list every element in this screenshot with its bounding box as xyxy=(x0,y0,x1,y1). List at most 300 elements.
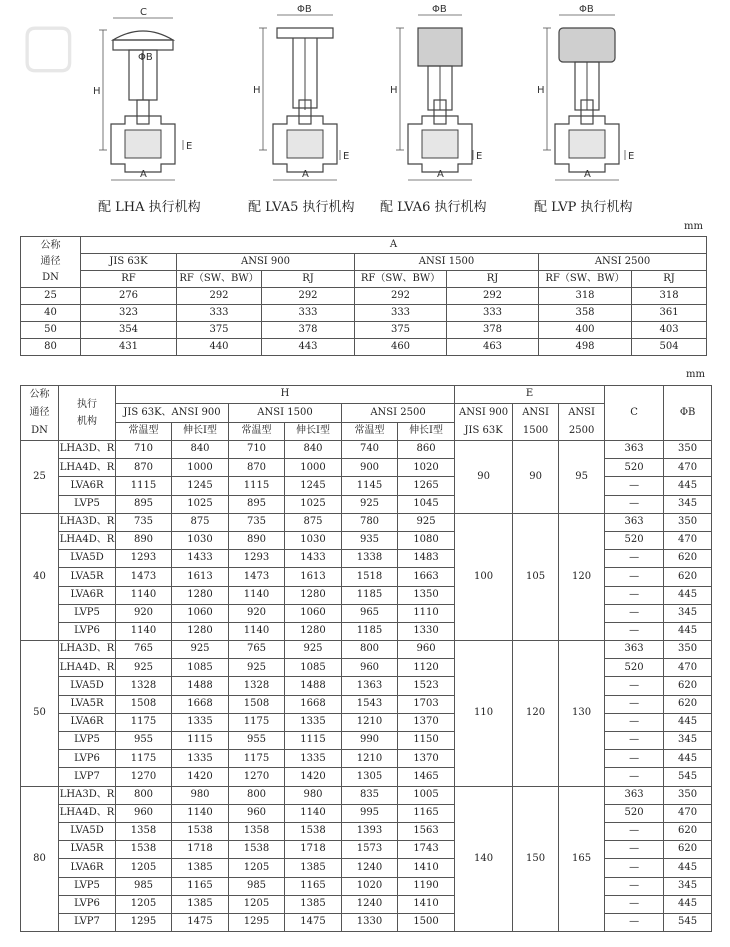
table-cell: 875 xyxy=(285,513,342,531)
table-cell: 620 xyxy=(664,568,712,586)
e-group-header xyxy=(513,404,559,441)
h-group-header: JIS 63K、ANSI 900 xyxy=(116,404,229,423)
table-cell: 960 xyxy=(398,641,455,659)
table-row xyxy=(21,288,707,305)
nominal-header-line: DN xyxy=(42,272,59,283)
table-cell: 545 xyxy=(664,913,712,931)
dimension-label: C xyxy=(140,7,147,18)
table-row xyxy=(21,913,712,931)
table-cell: 1703 xyxy=(398,695,455,713)
table-cell: — xyxy=(605,859,664,877)
table-cell: 470 xyxy=(664,804,712,822)
table-cell: 1175 xyxy=(229,750,285,768)
height-dimension-table xyxy=(20,385,712,932)
table-cell: 403 xyxy=(632,322,707,339)
sub-header: RF（SW、BW） xyxy=(355,271,447,288)
e-value-cell: 105 xyxy=(513,513,559,640)
table-cell: LVA6R xyxy=(59,713,116,731)
table-cell: 735 xyxy=(229,513,285,531)
table-row xyxy=(21,804,712,822)
table-row xyxy=(21,237,707,254)
table-cell: 895 xyxy=(229,495,285,513)
table-cell: 965 xyxy=(342,604,398,622)
table-cell: — xyxy=(605,550,664,568)
dimension-label: E xyxy=(628,151,635,162)
table-cell: 620 xyxy=(664,550,712,568)
table-cell: 1358 xyxy=(116,822,172,840)
cylinder-top xyxy=(277,28,333,38)
table-cell: 1240 xyxy=(342,859,398,877)
group-header: ANSI 2500 xyxy=(539,254,707,271)
table-cell: 710 xyxy=(116,441,172,459)
sub-header: RF（SW、BW） xyxy=(539,271,632,288)
table-cell: 1410 xyxy=(398,859,455,877)
table-cell: 740 xyxy=(342,441,398,459)
table-cell: 1483 xyxy=(398,550,455,568)
table-cell: 1473 xyxy=(116,568,172,586)
table-cell: 1210 xyxy=(342,750,398,768)
table-cell: 1335 xyxy=(172,713,229,731)
sub-header: RF（SW、BW） xyxy=(177,271,262,288)
table-cell: 1385 xyxy=(285,895,342,913)
e-value-cell: 165 xyxy=(559,786,605,932)
table-cell: 333 xyxy=(447,305,539,322)
h-group-header: ANSI 1500 xyxy=(229,404,342,423)
table-cell: LVP7 xyxy=(59,768,116,786)
table-cell: 925 xyxy=(285,641,342,659)
table-cell: 378 xyxy=(262,322,355,339)
table-cell: LVA5R xyxy=(59,695,116,713)
table-cell: — xyxy=(605,750,664,768)
table-cell: 980 xyxy=(285,786,342,804)
table-cell: 358 xyxy=(539,305,632,322)
table-cell: 1280 xyxy=(172,622,229,640)
table-cell: LVA5R xyxy=(59,841,116,859)
table-cell: 1475 xyxy=(285,913,342,931)
table-cell: 985 xyxy=(229,877,285,895)
table-cell: LVP6 xyxy=(59,895,116,913)
table-cell: 1190 xyxy=(398,877,455,895)
table-cell: 520 xyxy=(605,659,664,677)
e-group-header-line: ANSI xyxy=(568,407,595,418)
table-cell: 1508 xyxy=(116,695,172,713)
table-cell: 1140 xyxy=(116,586,172,604)
table-row xyxy=(21,531,712,549)
table-cell: 445 xyxy=(664,622,712,640)
table-cell: LVA6R xyxy=(59,477,116,495)
table-cell: 445 xyxy=(664,713,712,731)
table-cell: 333 xyxy=(262,305,355,322)
group-header: ANSI 900 xyxy=(177,254,355,271)
table-cell: 1205 xyxy=(229,895,285,913)
h-sub-header: 常温型 xyxy=(116,422,172,441)
table-cell: 345 xyxy=(664,877,712,895)
table-cell: — xyxy=(605,677,664,695)
table-cell: 840 xyxy=(172,441,229,459)
nominal-header-line: 通径 xyxy=(40,256,61,267)
table-cell: — xyxy=(605,604,664,622)
table-cell: 960 xyxy=(229,804,285,822)
table-cell: 445 xyxy=(664,750,712,768)
table-cell: 1350 xyxy=(398,586,455,604)
table-cell: 1305 xyxy=(342,768,398,786)
table-cell: 925 xyxy=(116,659,172,677)
table-cell: 735 xyxy=(116,513,172,531)
table-cell: 1473 xyxy=(229,568,285,586)
table-row xyxy=(21,841,712,859)
table-cell: — xyxy=(605,877,664,895)
table-cell: 1175 xyxy=(116,750,172,768)
table-cell: 1005 xyxy=(398,786,455,804)
table-cell: 925 xyxy=(229,659,285,677)
table-cell: 1175 xyxy=(116,713,172,731)
table-cell: — xyxy=(605,732,664,750)
table-cell: 765 xyxy=(116,641,172,659)
table-row xyxy=(21,339,707,356)
caption-lva5: 配 LVA5 执行机构 xyxy=(248,200,355,215)
table-cell: 955 xyxy=(229,732,285,750)
table-row xyxy=(21,750,712,768)
table-cell: 980 xyxy=(172,786,229,804)
table-cell: 1025 xyxy=(172,495,229,513)
table-cell: 361 xyxy=(632,305,707,322)
table-cell: 1538 xyxy=(285,822,342,840)
table-cell: 1020 xyxy=(398,459,455,477)
table-row xyxy=(21,322,707,339)
nominal-header xyxy=(21,237,81,288)
table-cell: 860 xyxy=(398,441,455,459)
table-row xyxy=(21,477,712,495)
dimension-label: ΦB xyxy=(579,4,594,15)
table-cell: 1115 xyxy=(116,477,172,495)
table-cell: 1328 xyxy=(116,677,172,695)
e-value-cell: 100 xyxy=(455,513,513,640)
sub-header: RJ xyxy=(262,271,355,288)
table-cell: LVP5 xyxy=(59,604,116,622)
table-cell: — xyxy=(605,895,664,913)
table-cell: 920 xyxy=(229,604,285,622)
table-cell: 1393 xyxy=(342,822,398,840)
table-cell: 985 xyxy=(116,877,172,895)
table-cell: 375 xyxy=(177,322,262,339)
watermark-mark: ▢ xyxy=(20,10,77,80)
table-cell: 1140 xyxy=(229,622,285,640)
table-cell: 1543 xyxy=(342,695,398,713)
table-cell: LVP7 xyxy=(59,913,116,931)
table-cell: 1145 xyxy=(342,477,398,495)
table-cell: 292 xyxy=(177,288,262,305)
table-cell: 1140 xyxy=(285,804,342,822)
table-cell: LHA3D、R xyxy=(59,513,116,531)
table-cell: 1205 xyxy=(116,895,172,913)
e-value-cell: 130 xyxy=(559,641,605,787)
dimension-label: ΦB xyxy=(432,4,447,15)
table-row xyxy=(21,877,712,895)
table-cell: 870 xyxy=(116,459,172,477)
table-cell: 1433 xyxy=(172,550,229,568)
table-cell: LVA5D xyxy=(59,822,116,840)
table-cell: 1240 xyxy=(342,895,398,913)
table-cell: — xyxy=(605,495,664,513)
table-cell: 800 xyxy=(229,786,285,804)
table-cell: 780 xyxy=(342,513,398,531)
diaphragm-case xyxy=(113,31,173,40)
table-cell: 895 xyxy=(116,495,172,513)
table-cell: 440 xyxy=(177,339,262,356)
table-cell: 920 xyxy=(116,604,172,622)
table-cell: 1370 xyxy=(398,713,455,731)
table-cell: 1000 xyxy=(285,459,342,477)
table-cell: — xyxy=(605,913,664,931)
diaphragm-flange xyxy=(113,40,173,50)
table-row xyxy=(21,568,712,586)
table-cell: 1335 xyxy=(172,750,229,768)
table-cell: LVA6R xyxy=(59,586,116,604)
table-cell: 1335 xyxy=(285,750,342,768)
table-row xyxy=(21,550,712,568)
table-cell: 835 xyxy=(342,786,398,804)
table-cell: — xyxy=(605,477,664,495)
table-row xyxy=(21,604,712,622)
table-cell: 1045 xyxy=(398,495,455,513)
table-row xyxy=(21,822,712,840)
table-cell: LHA3D、R xyxy=(59,441,116,459)
table-cell: 1613 xyxy=(172,568,229,586)
e-group-header-line: 1500 xyxy=(522,425,549,436)
valve-body-center xyxy=(569,130,605,158)
table-cell: 1280 xyxy=(172,586,229,604)
table-cell: 470 xyxy=(664,659,712,677)
table-cell: 1280 xyxy=(285,586,342,604)
table-cell: 960 xyxy=(342,659,398,677)
table-cell: 1085 xyxy=(285,659,342,677)
h-sub-header: 伸长Ⅰ型 xyxy=(172,422,229,441)
table-cell: 1518 xyxy=(342,568,398,586)
actuator-header-line: 执行 xyxy=(77,399,97,410)
table-row xyxy=(21,895,712,913)
table-cell: 1140 xyxy=(172,804,229,822)
table-cell: 1115 xyxy=(285,732,342,750)
table-cell: 1538 xyxy=(172,822,229,840)
table-cell: 1563 xyxy=(398,822,455,840)
table-cell: 50 xyxy=(21,322,81,339)
group-header: ANSI 1500 xyxy=(355,254,539,271)
table-cell: 350 xyxy=(664,641,712,659)
table-cell: 1060 xyxy=(172,604,229,622)
e-group-header xyxy=(559,404,605,441)
table-cell: 1538 xyxy=(116,841,172,859)
table-cell: 460 xyxy=(355,339,447,356)
table-cell: 350 xyxy=(664,786,712,804)
sub-header: RF xyxy=(81,271,177,288)
table-cell: 1420 xyxy=(172,768,229,786)
h-sub-header: 常温型 xyxy=(229,422,285,441)
table-cell: 960 xyxy=(116,804,172,822)
table-cell: 1165 xyxy=(172,877,229,895)
dimension-label: A xyxy=(437,169,444,180)
table-cell: 318 xyxy=(539,288,632,305)
table-cell: 1718 xyxy=(285,841,342,859)
table-cell: 1663 xyxy=(398,568,455,586)
table-cell: 333 xyxy=(177,305,262,322)
table-cell: 80 xyxy=(21,339,81,356)
table-cell: 378 xyxy=(447,322,539,339)
dn-cell: 25 xyxy=(21,441,59,514)
e-value-cell: 95 xyxy=(559,441,605,514)
table-row xyxy=(21,859,712,877)
e-value-cell: 90 xyxy=(455,441,513,514)
table-cell: 1523 xyxy=(398,677,455,695)
table-cell: 276 xyxy=(81,288,177,305)
table-cell: 870 xyxy=(229,459,285,477)
table-cell: — xyxy=(605,841,664,859)
h-group-header: ANSI 2500 xyxy=(342,404,455,423)
table-cell: LVP5 xyxy=(59,877,116,895)
table-cell: 1363 xyxy=(342,677,398,695)
group-header: JIS 63K xyxy=(81,254,177,271)
valve-diagrams xyxy=(0,0,730,220)
table-cell: 350 xyxy=(664,513,712,531)
e-value-cell: 140 xyxy=(455,786,513,932)
table-cell: LVA6R xyxy=(59,859,116,877)
dimension-label: H xyxy=(93,86,101,97)
table-cell: LVP6 xyxy=(59,622,116,640)
actuator-housing xyxy=(559,28,615,62)
table-cell: 363 xyxy=(605,513,664,531)
table-cell: 520 xyxy=(605,531,664,549)
table-cell: 900 xyxy=(342,459,398,477)
valve-body-center xyxy=(125,130,161,158)
table-cell: 1245 xyxy=(285,477,342,495)
table-row xyxy=(21,305,707,322)
table-row xyxy=(21,786,712,804)
table-cell: 1330 xyxy=(342,913,398,931)
dimension-label: A xyxy=(584,169,591,180)
table-cell: LVA5R xyxy=(59,568,116,586)
table-row xyxy=(21,386,712,404)
table-cell: 1330 xyxy=(398,622,455,640)
table-cell: 1280 xyxy=(285,622,342,640)
table-cell: 375 xyxy=(355,322,447,339)
dimension-label: A xyxy=(302,169,309,180)
nominal-header-line: 通径 xyxy=(29,407,50,418)
table-cell: 1370 xyxy=(398,750,455,768)
table-cell: 345 xyxy=(664,732,712,750)
table-cell: 292 xyxy=(355,288,447,305)
table-cell: 545 xyxy=(664,768,712,786)
h-sub-header: 伸长Ⅰ型 xyxy=(398,422,455,441)
e-group-header xyxy=(455,404,513,441)
table-cell: 1385 xyxy=(172,859,229,877)
e-value-cell: 150 xyxy=(513,786,559,932)
table-cell: 1115 xyxy=(172,732,229,750)
table-cell: 520 xyxy=(605,459,664,477)
table-cell: 1115 xyxy=(229,477,285,495)
table-cell: LHA4D、R xyxy=(59,804,116,822)
actuator-header-line: 机构 xyxy=(77,416,97,427)
table-row xyxy=(21,713,712,731)
table-cell: LHA4D、R xyxy=(59,531,116,549)
table-cell: 800 xyxy=(342,641,398,659)
table-cell: 520 xyxy=(605,804,664,822)
table-cell: 620 xyxy=(664,841,712,859)
table-cell: 363 xyxy=(605,786,664,804)
table-row xyxy=(21,586,712,604)
table-row xyxy=(21,641,712,659)
caption-lva6: 配 LVA6 执行机构 xyxy=(380,200,487,215)
h-sub-header: 常温型 xyxy=(342,422,398,441)
table-cell: 25 xyxy=(21,288,81,305)
valve-body-center xyxy=(287,130,323,158)
table-row xyxy=(21,441,712,459)
table-cell: 890 xyxy=(229,531,285,549)
table-cell: 1270 xyxy=(229,768,285,786)
table-cell: 1185 xyxy=(342,622,398,640)
table-cell: 955 xyxy=(116,732,172,750)
table-cell: 1500 xyxy=(398,913,455,931)
table-cell: 1410 xyxy=(398,895,455,913)
table-row xyxy=(21,271,707,288)
table-cell: — xyxy=(605,822,664,840)
table-cell: 350 xyxy=(664,441,712,459)
table-cell: LVP6 xyxy=(59,750,116,768)
face-to-face-table xyxy=(20,236,707,356)
table-cell: 1420 xyxy=(285,768,342,786)
dimension-label: H xyxy=(537,85,545,96)
table-cell: 1338 xyxy=(342,550,398,568)
table-cell: 1385 xyxy=(285,859,342,877)
e-value-cell: 120 xyxy=(559,513,605,640)
table-cell: 1508 xyxy=(229,695,285,713)
sub-header: RJ xyxy=(447,271,539,288)
table-cell: 1060 xyxy=(285,604,342,622)
e-group-header-line: ANSI xyxy=(522,407,549,418)
table-cell: 840 xyxy=(285,441,342,459)
table-cell: 925 xyxy=(172,641,229,659)
e-group-header-line: JIS 63K xyxy=(464,425,503,436)
table-cell: 1140 xyxy=(116,622,172,640)
table-cell: 1120 xyxy=(398,659,455,677)
dn-cell: 80 xyxy=(21,786,59,932)
table-row xyxy=(21,659,712,677)
table-cell: 800 xyxy=(116,786,172,804)
table-row xyxy=(21,622,712,640)
table-cell: LHA4D、R xyxy=(59,459,116,477)
e-value-cell: 120 xyxy=(513,641,559,787)
dimension-label: ΦB xyxy=(138,52,153,63)
table-cell: 1270 xyxy=(116,768,172,786)
caption-lha: 配 LHA 执行机构 xyxy=(98,200,201,215)
table-cell: 445 xyxy=(664,895,712,913)
table-row xyxy=(21,677,712,695)
table-cell: 463 xyxy=(447,339,539,356)
dimension-label: H xyxy=(390,85,398,96)
sub-header: RJ xyxy=(632,271,707,288)
table-cell: 1743 xyxy=(398,841,455,859)
table-cell: 1488 xyxy=(285,677,342,695)
table-cell: LVP5 xyxy=(59,732,116,750)
table-cell: 925 xyxy=(342,495,398,513)
table-cell: LVP5 xyxy=(59,495,116,513)
motor-housing xyxy=(418,28,462,66)
dimension-label: ΦB xyxy=(297,4,312,15)
table-cell: 443 xyxy=(262,339,355,356)
table-cell: 363 xyxy=(605,641,664,659)
table-cell: 1668 xyxy=(285,695,342,713)
dn-cell: 40 xyxy=(21,513,59,640)
table-cell: 1475 xyxy=(172,913,229,931)
table-cell: 345 xyxy=(664,604,712,622)
